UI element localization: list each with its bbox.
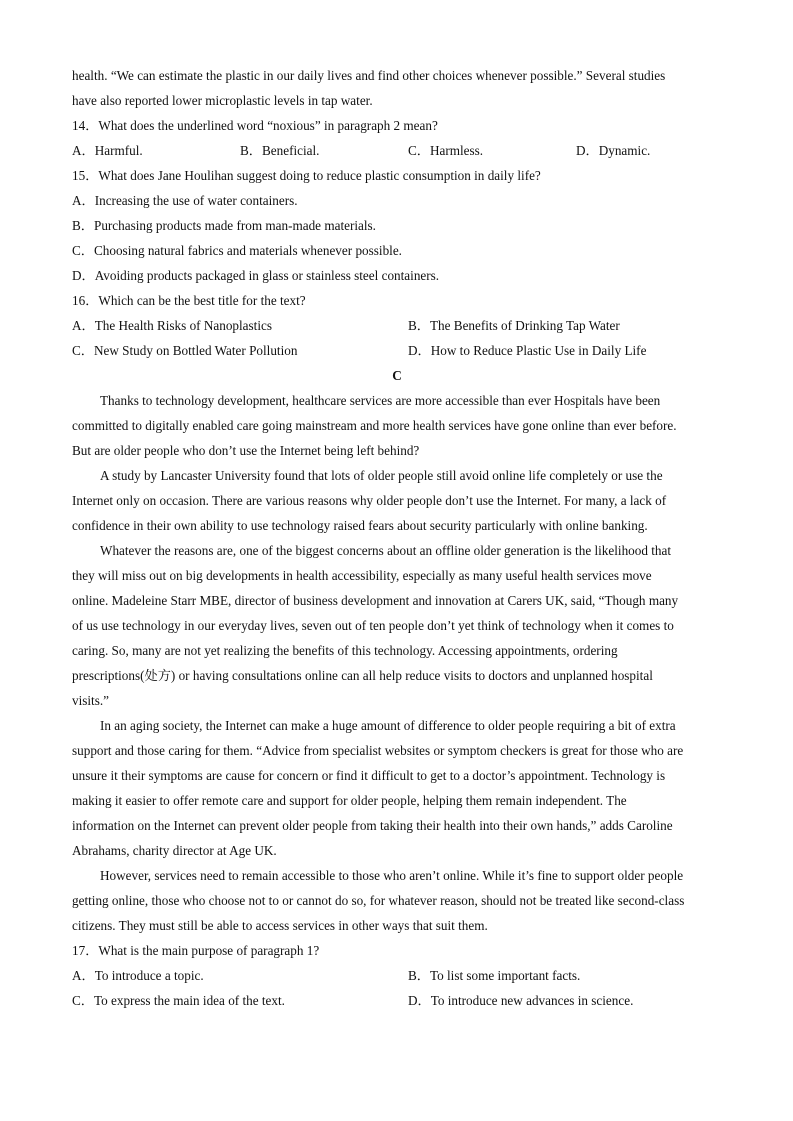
passage-line: A study by Lancaster University found that lots of older people still avoid online life completely or use the bbox=[100, 468, 663, 483]
passage-paragraph-5 bbox=[72, 863, 722, 938]
passage-paragraph-4 bbox=[72, 713, 722, 863]
q16-options-row-2 bbox=[72, 338, 722, 363]
q14-stem: 14．What does the underlined word “noxious” in paragraph 2 mean? bbox=[72, 118, 438, 133]
passage-line: information on the Internet can prevent older people from taking their health into their own hands,” adds Caroline bbox=[72, 818, 673, 833]
passage-line: However, services need to remain accessible to those who aren’t online. While it’s fine to support older people bbox=[100, 868, 684, 883]
q16-options-row-1 bbox=[72, 313, 722, 338]
passage-paragraph-3 bbox=[72, 538, 722, 713]
passage-line: making it easier to offer remote care and support for older people, helping them remain independent. The bbox=[72, 793, 627, 808]
q15-option-d[interactable]: D．Avoiding products packaged in glass or stainless steel containers. bbox=[72, 268, 440, 283]
passage-line: Abrahams, charity director at Age UK. bbox=[72, 843, 277, 858]
q15-option-b[interactable]: B．Purchasing products made from man-made materials. bbox=[72, 218, 376, 233]
passage-line: getting online, those who choose not to or cannot do so, for whatever reason, should not be treated like second-class bbox=[72, 893, 685, 908]
q17-options-row-2 bbox=[72, 988, 722, 1013]
section-heading-c: C bbox=[392, 368, 402, 383]
q14-option-c[interactable]: C．Harmless. bbox=[408, 143, 484, 158]
q14-option-d[interactable]: D．Dynamic. bbox=[576, 143, 651, 158]
passage-paragraph-1 bbox=[72, 388, 722, 463]
passage-line: citizens. They must still be able to access services in other ways that suit them. bbox=[72, 918, 488, 933]
passage-line: they will miss out on big developments in health accessibility, especially as many useful health services move bbox=[72, 568, 652, 583]
passage-line: In an aging society, the Internet can make a huge amount of difference to older people requiring a bit of extra bbox=[100, 718, 676, 733]
q15-option-c[interactable]: C．Choosing natural fabrics and materials whenever possible. bbox=[72, 243, 402, 258]
passage-line: of us use technology in our everyday lives, seven out of ten people don’t yet think of technology when it comes to bbox=[72, 618, 674, 633]
passage-line: Thanks to technology development, healthcare services are more accessible than ever Hospitals have been bbox=[100, 393, 661, 408]
q17-stem: 17．What is the main purpose of paragraph 1? bbox=[72, 943, 320, 958]
q14-option-b[interactable]: B．Beneficial. bbox=[240, 143, 320, 158]
q15-stem: 15．What does Jane Houlihan suggest doing to reduce plastic consumption in daily life? bbox=[72, 168, 541, 183]
q16-option-c[interactable]: C．New Study on Bottled Water Pollution bbox=[72, 343, 298, 358]
passage-line: visits.” bbox=[72, 693, 109, 708]
q14-options bbox=[72, 138, 722, 163]
passage-paragraph-2 bbox=[72, 463, 722, 538]
q16-option-b[interactable]: B．The Benefits of Drinking Tap Water bbox=[408, 318, 620, 333]
passage-line: online. Madeleine Starr MBE, director of business development and innovation at Carers UK, said, “Though many bbox=[72, 593, 679, 608]
passage-line: But are older people who don’t use the Internet being left behind? bbox=[72, 443, 420, 458]
passage-line: Whatever the reasons are, one of the biggest concerns about an offline older generation is the likelihood that bbox=[100, 543, 672, 558]
intro-line-2: have also reported lower microplastic levels in tap water. bbox=[72, 93, 373, 108]
q17-option-d[interactable]: D．To introduce new advances in science. bbox=[408, 993, 634, 1008]
q17-option-b[interactable]: B．To list some important facts. bbox=[408, 968, 581, 983]
q17-option-c[interactable]: C．To express the main idea of the text. bbox=[72, 993, 285, 1008]
passage-line: prescriptions(处方) or having consultations online can all help reduce visits to doctors and unplanned hospital bbox=[72, 668, 653, 683]
passage-line: committed to digitally enabled care going mainstream and more health services have gone online than ever before. bbox=[72, 418, 677, 433]
q16-option-a[interactable]: A．The Health Risks of Nanoplastics bbox=[72, 318, 272, 333]
q16-option-d[interactable]: D．How to Reduce Plastic Use in Daily Life bbox=[408, 343, 647, 358]
passage-line: caring. So, many are not yet realizing the benefits of this technology. Accessing appointments, ordering bbox=[72, 643, 618, 658]
exam-page bbox=[72, 63, 722, 1013]
q17-options-row-1 bbox=[72, 963, 722, 988]
q17-option-a[interactable]: A．To introduce a topic. bbox=[72, 968, 204, 983]
q16-stem: 16．Which can be the best title for the text? bbox=[72, 293, 306, 308]
passage-line: unsure it their symptoms are cause for concern or find it difficult to get to a doctor’s appointment. Technology is bbox=[72, 768, 666, 783]
q14-option-a[interactable]: A．Harmful. bbox=[72, 143, 143, 158]
passage-line: Internet only on occasion. There are various reasons why older people don’t use the Internet. For many, a lack of bbox=[72, 493, 667, 508]
intro-line-1: health. “We can estimate the plastic in our daily lives and find other choices whenever possible.” Several studies bbox=[72, 68, 666, 83]
passage-line: confidence in their own ability to use technology raised fears about security particularly with online banking. bbox=[72, 518, 648, 533]
q15-option-a[interactable]: A．Increasing the use of water containers. bbox=[72, 193, 298, 208]
passage-line: support and those caring for them. “Advice from specialist websites or symptom checkers is great for those who are bbox=[72, 743, 684, 758]
